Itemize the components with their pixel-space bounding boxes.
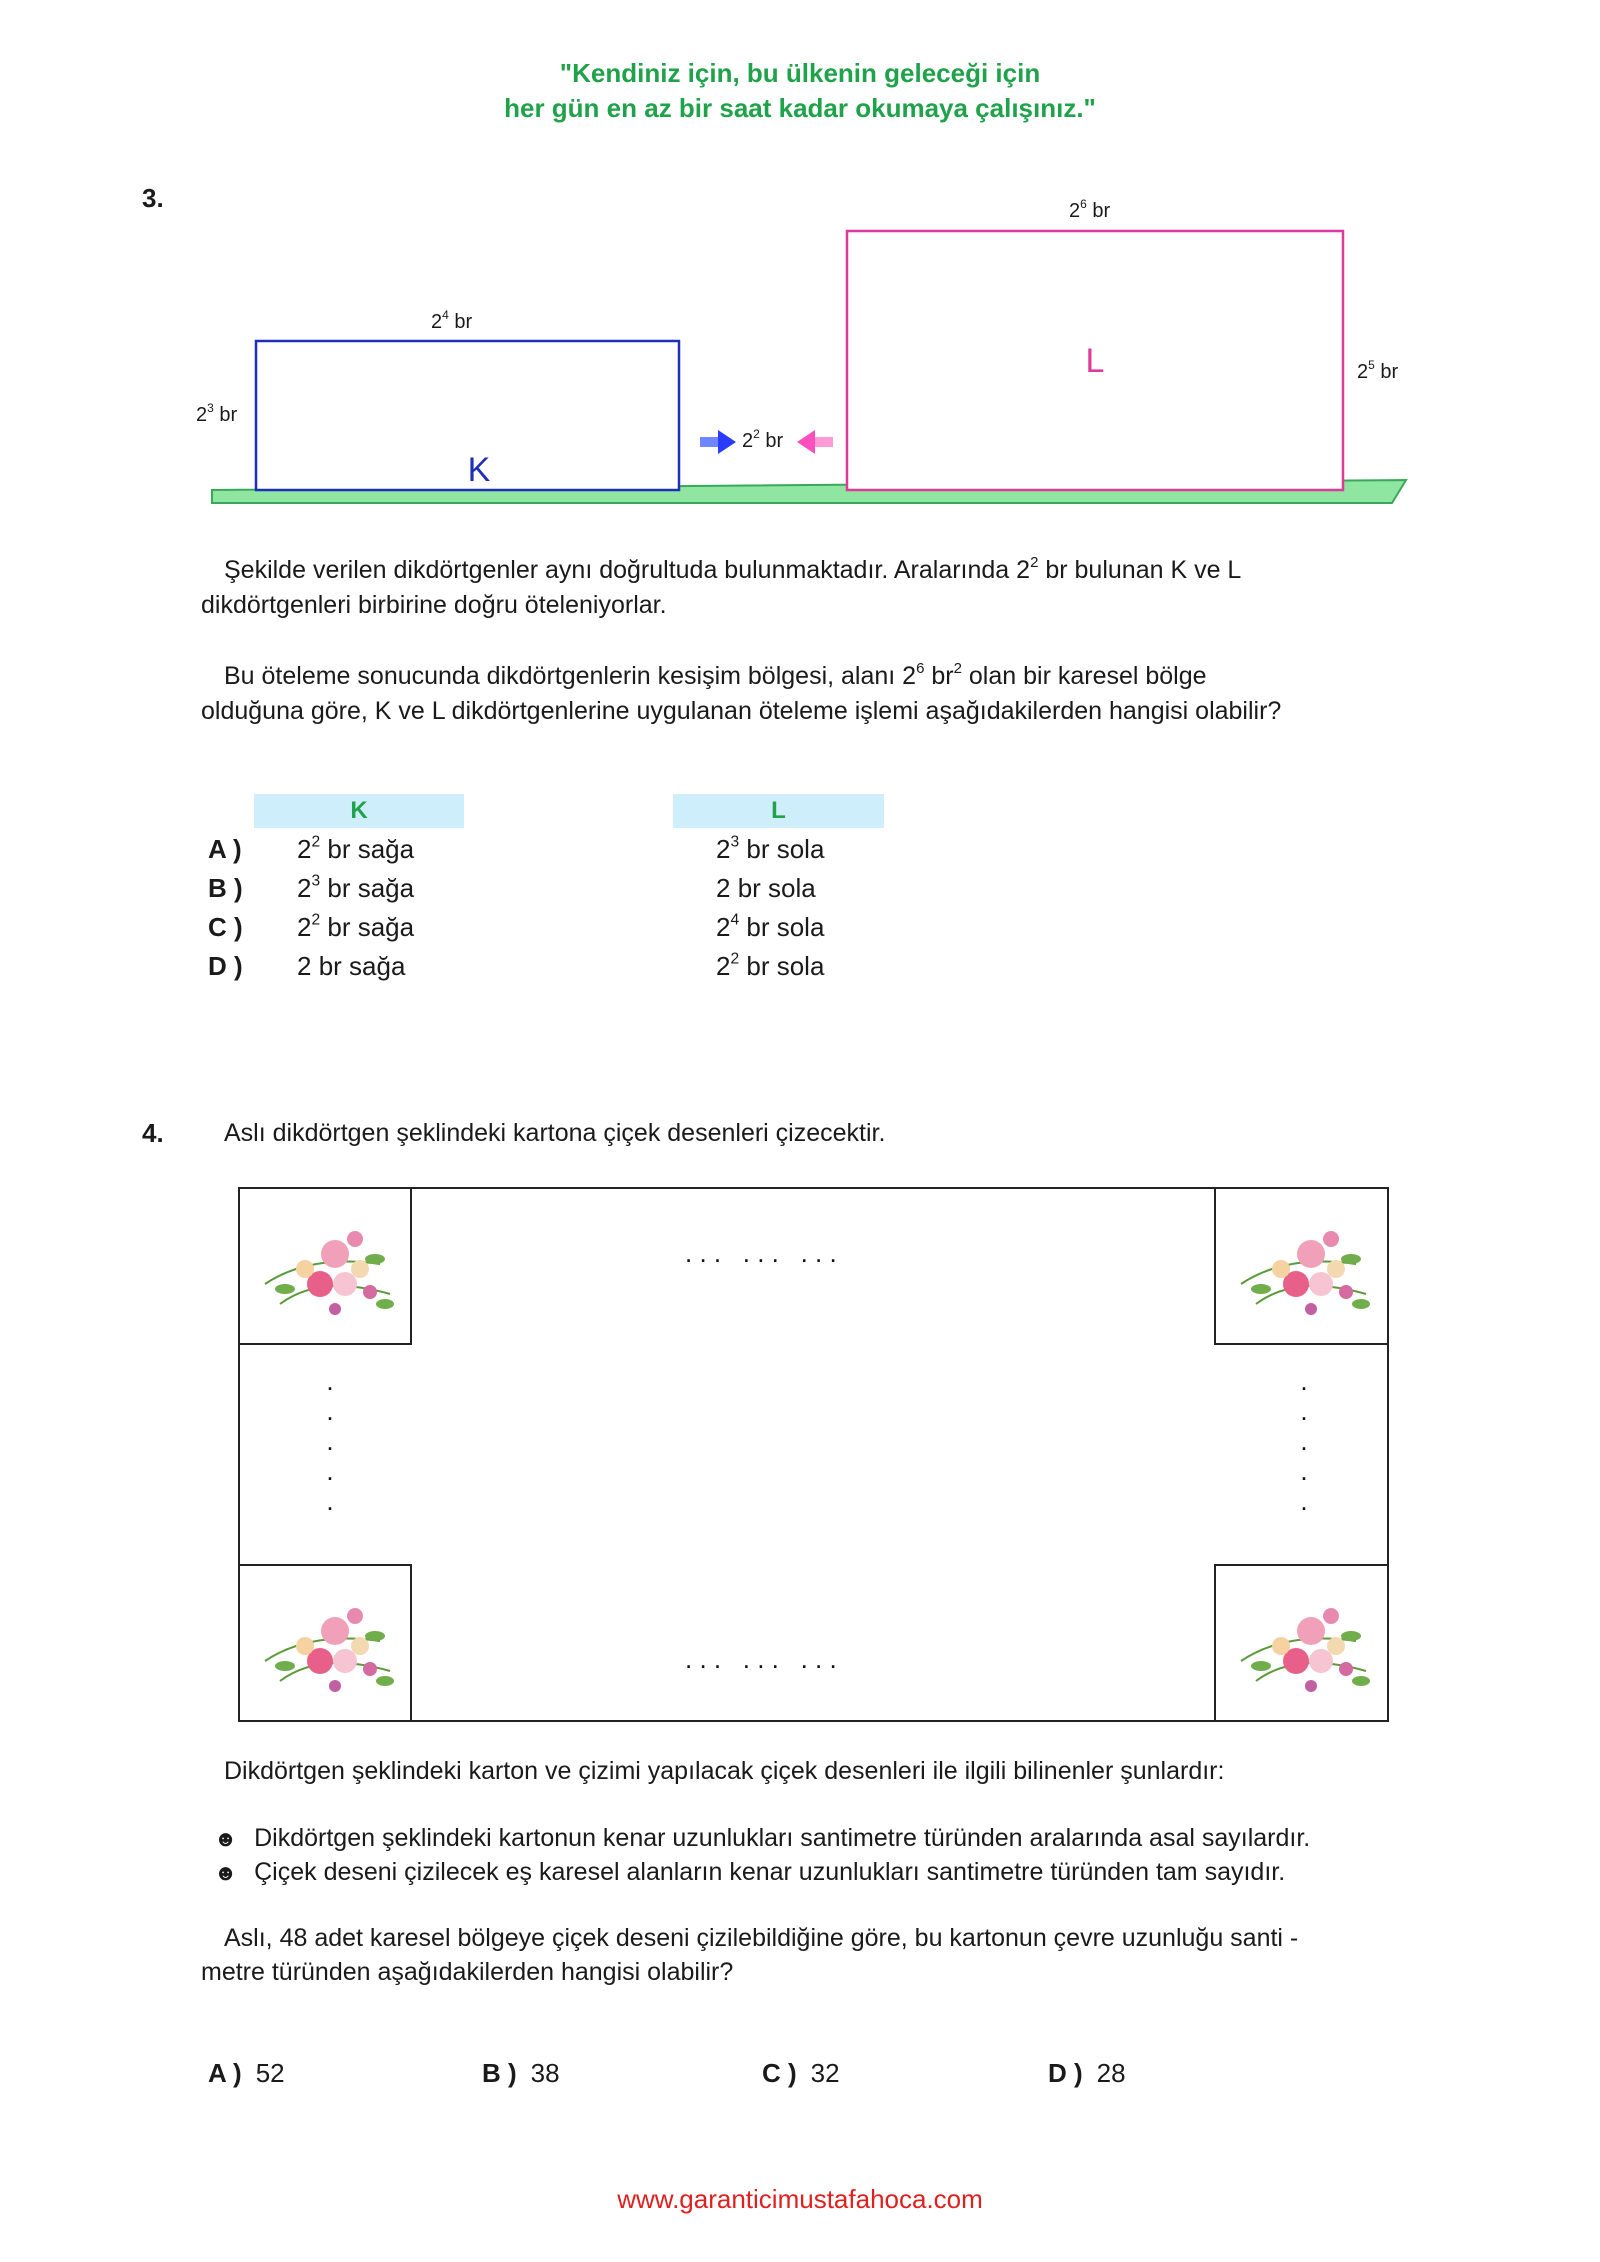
flower-bouquet-icon: [240, 1566, 410, 1720]
q4-bullet-2: ☻ Çiçek deseni çizilecek eş karesel alanların kenar uzunlukları santimetre türünden tam sayıdır.: [214, 1858, 1286, 1886]
option-k-value: $2^2$ br sağa: [297, 911, 415, 942]
motto-line-1: "Kendiniz için, bu ülkenin geleceği için: [559, 58, 1041, 88]
q3-options-table: [208, 830, 908, 986]
option-c[interactable]: C ) 32: [762, 2058, 840, 2088]
flower-square-top-right: [1214, 1187, 1389, 1345]
l-top-length-label: $2^6$ br: [1069, 197, 1111, 222]
arrow-left-icon: [797, 430, 833, 454]
q3-rectangles-figure: [0, 0, 1600, 540]
question-4-number: 4.: [142, 1118, 164, 1148]
option-l-value: $2^3$ br sola: [716, 833, 825, 864]
option-row-c[interactable]: [208, 908, 908, 947]
q4-intro: Aslı dikdörtgen şeklindeki kartona çiçek desenleri çizecektir.: [224, 1119, 886, 1147]
option-k-value: $2^2$ br sağa: [297, 833, 415, 864]
option-row-d[interactable]: [208, 947, 908, 986]
option-l-value: 2 br sola: [716, 873, 816, 903]
rectangle-k-label: K: [467, 451, 491, 489]
motto-line-2: her gün en az bir saat kadar okumaya çalışınız.": [504, 93, 1096, 123]
dots-top: . . . . . . . . .: [685, 1238, 837, 1268]
q4-bullet-1: ☻ Dikdörtgen şeklindeki kartonun kenar uzunlukları santimetre türünden aralarında asal sayılardır.: [214, 1824, 1311, 1852]
flower-bouquet-icon: [240, 1189, 410, 1343]
q3-paragraph-1-line-1: Şekilde verilen dikdörtgenler aynı doğrultuda bulunmaktadır. Aralarında $2^2$ br bulunan K ve L: [224, 553, 1242, 584]
option-k-value: 2 br sağa: [297, 951, 406, 981]
column-header-k: K: [254, 794, 464, 828]
rectangle-l-label: L: [1085, 342, 1105, 380]
q3-paragraph-1-line-2: dikdörtgenleri birbirine doğru öteleniyorlar.: [201, 591, 667, 619]
bullet-icon: ☻: [214, 1826, 238, 1851]
gap-length-label: $2^2$ br: [742, 427, 784, 452]
bullet-icon: ☻: [214, 1860, 238, 1885]
arrow-right-icon: [700, 430, 736, 454]
option-l-value: $2^2$ br sola: [716, 950, 825, 981]
option-row-b[interactable]: [208, 869, 908, 908]
option-b[interactable]: B ) 38: [482, 2058, 560, 2088]
option-letter: B ): [208, 873, 243, 903]
option-d[interactable]: D ) 28: [1048, 2058, 1126, 2088]
option-letter: A ): [208, 834, 242, 864]
option-a[interactable]: A ) 52: [208, 2058, 285, 2088]
flower-square-top-left: [238, 1187, 412, 1345]
q4-known-intro: Dikdörtgen şeklindeki karton ve çizimi yapılacak çiçek desenleri ile ilgili bilinenler şunlardır:: [224, 1757, 1225, 1785]
option-l-value: $2^4$ br sola: [716, 911, 825, 942]
k-top-length-label: $2^4$ br: [431, 308, 473, 333]
flower-square-bottom-right: [1214, 1564, 1389, 1722]
option-row-a[interactable]: [208, 830, 908, 869]
dots-right: . . . . .: [1300, 1366, 1308, 1516]
question-3-number: 3.: [142, 183, 164, 213]
q4-question-line-1: Aslı, 48 adet karesel bölgeye çiçek deseni çizilebildiğine göre, bu kartonun çevre uzunluğu santi -: [224, 1924, 1299, 1952]
flower-bouquet-icon: [1216, 1566, 1387, 1720]
dots-bottom: . . . . . . . . .: [685, 1644, 837, 1674]
q3-paragraph-2-line-2: olduğuna göre, K ve L dikdörtgenlerine uygulanan öteleme işlemi aşağıdakilerden hangisi olabilir?: [201, 697, 1282, 725]
k-side-length-label: $2^3$ br: [196, 401, 238, 426]
flower-square-bottom-left: [238, 1564, 412, 1722]
option-letter: D ): [208, 951, 243, 981]
flower-bouquet-icon: [1216, 1189, 1387, 1343]
column-header-l: L: [673, 794, 884, 828]
option-letter: C ): [208, 912, 243, 942]
footer-website-link[interactable]: www.garanticimustafahoca.com: [617, 2184, 983, 2214]
q3-paragraph-2-line-1: Bu öteleme sonucunda dikdörtgenlerin kesişim bölgesi, alanı $2^6$ $br^2$ olan bir karesel bölge: [224, 659, 1207, 690]
dots-left: . . . . .: [326, 1366, 334, 1516]
l-side-length-label: $2^5$ br: [1357, 358, 1399, 383]
q4-question-line-2: metre türünden aşağıdakilerden hangisi olabilir?: [201, 1958, 734, 1986]
option-k-value: $2^3$ br sağa: [297, 872, 415, 903]
